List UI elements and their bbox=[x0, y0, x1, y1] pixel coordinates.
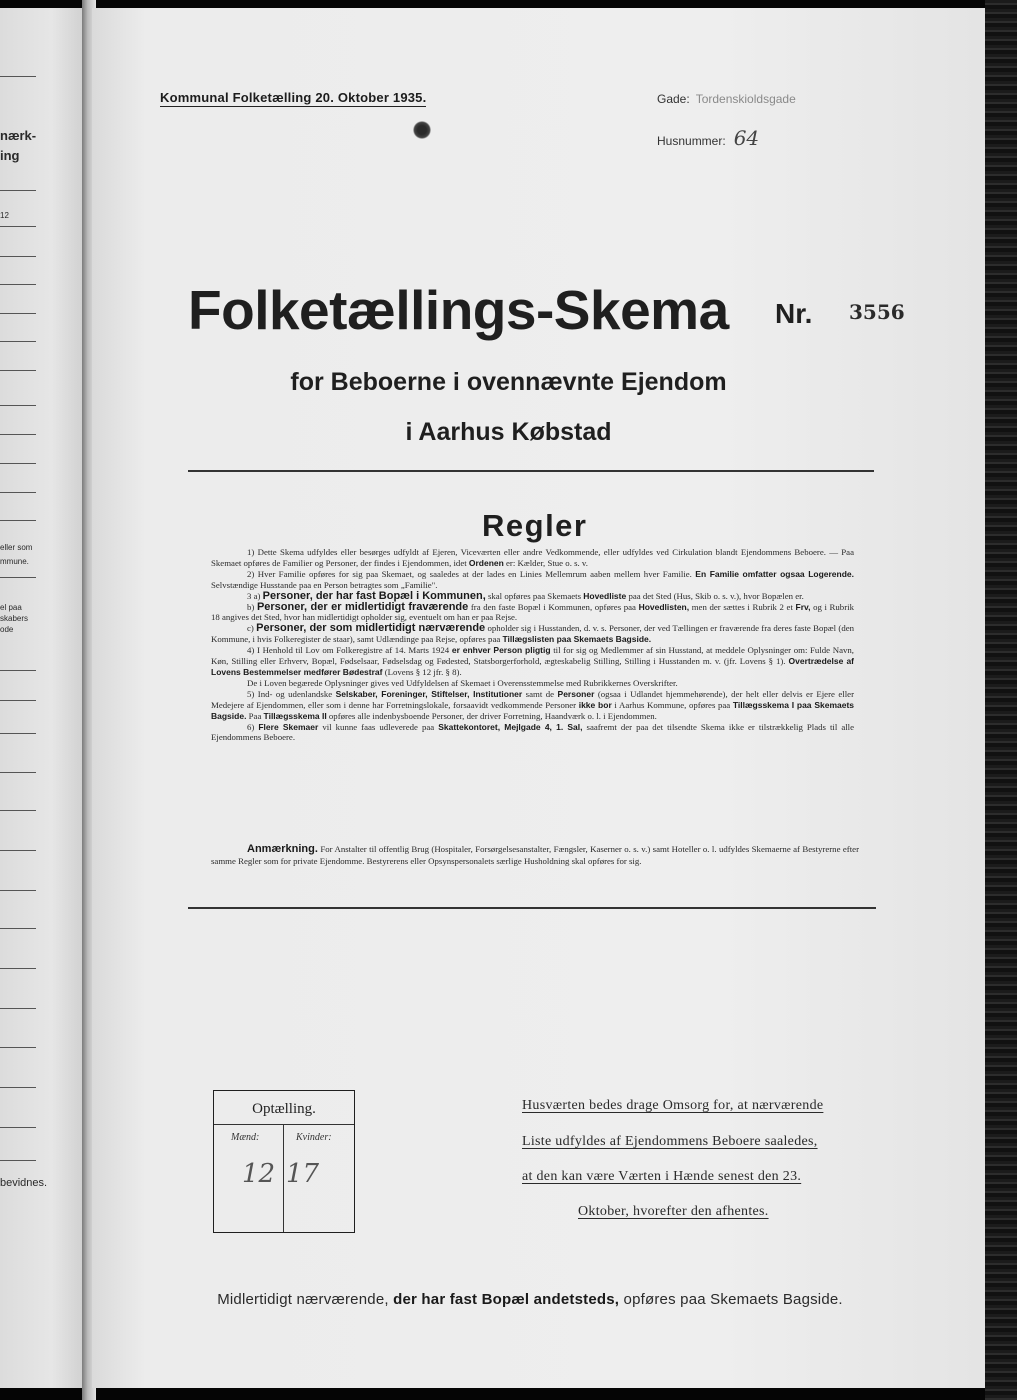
divider bbox=[188, 907, 876, 909]
rules-heading: Regler bbox=[482, 508, 588, 543]
left-fragment: ode bbox=[0, 625, 14, 634]
street-value: Tordenskioldsgade bbox=[695, 92, 796, 106]
count-box bbox=[213, 1090, 355, 1233]
house-number-value: 64 bbox=[733, 126, 760, 150]
form-number-label: Nr. bbox=[775, 298, 813, 329]
house-number-label: Husnummer: bbox=[657, 134, 726, 148]
footer-note: Midlertidigt nærværende, der har fast Bopæl andetsteds, opføres paa Skemaets Bagside. bbox=[217, 1291, 843, 1308]
men-count: 12 bbox=[242, 1159, 276, 1189]
rule-3a: 3 a) Personer, der har fast Bopæl i Kommunen, skal opføres paa Skemaets Hovedliste paa det Sted (Hus, Skib o. s. v.), hvor Bopælen er. bbox=[247, 589, 804, 602]
rules-text bbox=[211, 547, 854, 743]
left-fragment: el paa bbox=[0, 603, 22, 612]
census-date-line: Kommunal Folketælling 20. Oktober 1935. bbox=[160, 90, 427, 105]
remark-paragraph bbox=[211, 843, 859, 868]
instruction-line: Oktober, hvorefter den afhentes. bbox=[578, 1204, 769, 1219]
rule-6: 6) Flere Skemaer vil kunne faas udleverede paa Skattekontoret, Mejlgade 4, 1. Sal, saafremt der paa det tilsendte Skema ikke er tilstrækkelig Plads til alle Ejendommens Beboere. bbox=[211, 721, 855, 743]
page-stack-edge bbox=[985, 0, 1017, 1400]
form-title: Folketællings-Skema bbox=[188, 279, 729, 341]
form-number: 3556 bbox=[849, 300, 905, 324]
rule-3b: b) Personer, der er midlertidigt fraværende fra den faste Bopæl i Kommunen, opføres paa Hovedlisten, men der sættes i Rubrik 2 et Frv, og i Rubrik 18 angives det Sted, hvor han midlertidigt opholder sig, eventuelt om han er paa Rejse. bbox=[211, 600, 854, 623]
left-fragment: nærk- bbox=[0, 128, 37, 143]
instruction-line: Husværten bedes drage Omsorg for, at nærværende bbox=[522, 1098, 824, 1113]
remark-label: Anmærkning. bbox=[247, 843, 318, 855]
rule-4: 4) I Henhold til Lov om Folkeregistre af 14. Marts 1924 er enhver Person pligtig til for sig og Medlemmer af sin Husstand, at meddele Oplysninger om: Fulde Navn, Køn, Stilling eller Erhverv, Bopæl, Fødselsaar, Fødselsdag og Fødested, Statsborgerforhold, ægteskabelig Stilling, Stilling i Husstanden m. v. (jfr. Lovens § 1). Overtrædelse af Lovens Bestemmelser medfører Bødestraf (Lovens § 12 jfr. § 8). bbox=[211, 645, 854, 677]
left-fragment: 12 bbox=[0, 211, 9, 220]
left-fragment: bevidnes. bbox=[0, 1177, 48, 1189]
instruction-line: Liste udfyldes af Ejendommens Beboere saaledes, bbox=[522, 1134, 818, 1149]
left-fragment: ing bbox=[0, 148, 20, 163]
count-divider bbox=[283, 1125, 284, 1232]
rule-2: 2) Hver Familie opføres for sig paa Skemaet, og saaledes at der lades en Linies Mellemrum aaben mellem hver Familie. En Familie omfatter ogsaa Logerende. Selvstændige Husstande paa en Person betragtes som „Familie". bbox=[211, 568, 855, 590]
instruction-line: at den kan være Værten i Hænde senest den 23. bbox=[522, 1169, 802, 1184]
house-number-field bbox=[657, 126, 759, 150]
divider bbox=[188, 470, 874, 472]
street-label: Gade: bbox=[657, 92, 690, 106]
form-subtitle: for Beboerne i ovennævnte Ejendom bbox=[290, 368, 727, 396]
form-location: i Aarhus Købstad bbox=[405, 418, 612, 446]
count-title: Optælling. bbox=[214, 1091, 354, 1125]
left-fragment: mmune. bbox=[0, 557, 29, 566]
stamp-mark bbox=[413, 121, 431, 139]
women-count: 17 bbox=[286, 1159, 320, 1189]
rule-1: 1) Dette Skema udfyldes eller besørges udfyldt af Ejeren, Viceværten eller andre Vedkommende, eller udfyldes ved Cirkulation blandt Ejendommens Beboere. — Paa Skemaet opføres de Familier og Personer, der findes i Ejendommen, idet Ordenen er: Kælder, Stue o. s. v. bbox=[211, 547, 854, 568]
rule-5: 5) Ind- og udenlandske Selskaber, Foreninger, Stiftelser, Institutioner samt de Personer (ogsaa i Udlandet hjemmehørende), der helt eller delvis er Ejere eller Medejere af Ejendommen, eller som i denne har Forretningslokale, forsaavidt vedkommende Personer ikke bor i Aarhus Kommune, opføres paa Tillægsskema I paa Skemaets Bagside. Paa Tillægsskema II opføres alle indenbysboende Personer, der driver Forretning, Haandværk o. l. i Ejendommen. bbox=[211, 688, 855, 721]
men-label: Mænd: bbox=[231, 1132, 260, 1143]
remark-text: For Anstalter til offentlig Brug (Hospitaler, Forsørgelsesanstalter, Fængsler, Kaserner o. s. v.) samt Hoteller o. l. udfyldes Skemaerne af Bestyrerne efter samme Regler som for private Ejendomme. Bestyrerens eller Opsynspersonalets særlige Husholdning skal opføres for sig. bbox=[211, 844, 860, 867]
left-fragment: eller som bbox=[0, 543, 33, 552]
street-field bbox=[657, 92, 796, 106]
left-fragment: skabers bbox=[0, 614, 29, 623]
women-label: Kvinder: bbox=[296, 1132, 332, 1143]
rule-3c: c) Personer, der som midlertidigt nærværende opholder sig i Husstanden, d. v. s. Personer, der ved Tællingen er fraværende fra deres faste Bopæl (den Kommune, i hvis Folkeregister de staar), samt Udlændinge paa Rejse, opføres paa Tillægslisten paa Skemaets Bagside. bbox=[211, 622, 855, 645]
rule-4-extra: De i Loven begærede Oplysninger gives ved Udfyldelsen af Skemaet i Overensstemmelse med Rubrikkernes Overskrifter. bbox=[247, 677, 678, 688]
